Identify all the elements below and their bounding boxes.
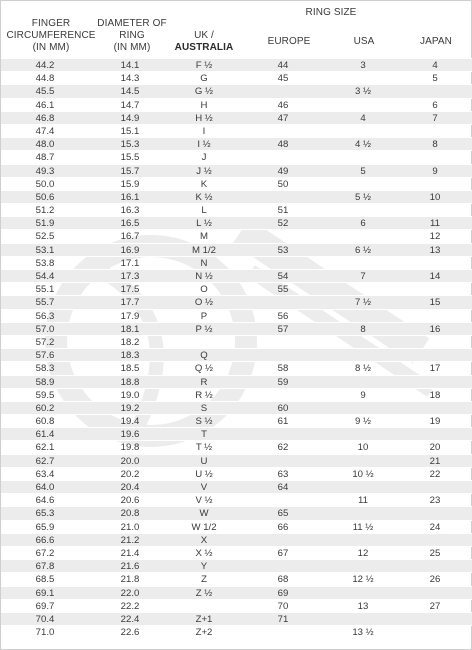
- usa-size-cell: 9 ½: [354, 416, 371, 428]
- table-row: [1, 625, 472, 638]
- usa-header: USA: [353, 36, 375, 47]
- diameter-cell: 18.8: [120, 376, 140, 388]
- table-body: [1, 58, 472, 638]
- uk-size-cell: W 1/2: [191, 521, 217, 533]
- uk-size-cell: Y: [200, 561, 208, 573]
- circumference-cell: 50.0: [35, 178, 55, 190]
- uk-size-cell: X: [200, 534, 208, 546]
- europe-size-cell: 53: [277, 244, 289, 256]
- europe-size-cell: 69: [277, 587, 289, 599]
- europe-size-cell: 67: [277, 547, 289, 559]
- usa-size-cell: 8 ½: [354, 363, 371, 375]
- diameter-cell: 17.7: [120, 297, 140, 309]
- uk-size-cell: U ½: [195, 468, 213, 480]
- diameter-cell: 14.1: [120, 60, 140, 71]
- uk-size-cell: O ½: [194, 297, 214, 309]
- table-row: [1, 506, 472, 519]
- table-row: [1, 137, 472, 150]
- uk-size-cell: K ½: [195, 191, 213, 203]
- usa-size-cell: 10: [357, 442, 369, 454]
- circumference-cell: 67.2: [35, 547, 55, 559]
- uk-size-cell: R ½: [195, 389, 213, 401]
- japan-header: JAPAN: [420, 36, 452, 47]
- diameter-cell: 16.5: [120, 218, 140, 230]
- uk-size-cell: N ½: [195, 271, 213, 282]
- table-row: [1, 480, 472, 493]
- uk-size-cell: Z+2: [195, 627, 213, 639]
- usa-size-cell: 6: [360, 218, 366, 230]
- usa-size-cell: 13: [357, 600, 369, 612]
- europe-size-cell: 68: [277, 574, 289, 586]
- circumference-cell: 67.8: [35, 561, 55, 573]
- uk-size-cell: M: [200, 231, 208, 243]
- japan-size-cell: 4: [432, 60, 438, 71]
- usa-size-cell: 11 ½: [352, 521, 374, 533]
- uk-size-cell: O: [200, 284, 208, 296]
- diameter-cell: 22.4: [120, 613, 140, 625]
- table-row: [1, 467, 472, 480]
- circumference-cell: 55.7: [35, 297, 55, 309]
- europe-size-cell: 50: [277, 178, 289, 190]
- circumference-cell: 55.1: [35, 284, 55, 296]
- uk-size-cell: M 1/2: [192, 244, 216, 256]
- table-row: [1, 243, 472, 256]
- japan-size-cell: 13: [429, 244, 441, 256]
- japan-size-cell: 19: [429, 416, 441, 428]
- diameter-cell: 18.5: [120, 363, 140, 375]
- uk-size-cell: T ½: [195, 442, 213, 454]
- usa-size-cell: 3: [360, 60, 366, 71]
- usa-size-cell: 13 ½: [352, 627, 374, 639]
- uk-size-cell: X ½: [195, 547, 213, 559]
- diameter-cell: 17.5: [120, 284, 140, 296]
- usa-size-cell: 12 ½: [352, 574, 374, 586]
- usa-size-cell: 5 ½: [354, 191, 371, 203]
- finger-circumference-header: FINGER CIRCUMFERENCE (IN MM): [6, 18, 96, 53]
- circumference-cell: 47.4: [35, 125, 55, 137]
- europe-size-cell: 59: [277, 376, 289, 388]
- diameter-cell: 20.2: [120, 468, 140, 480]
- diameter-cell: 14.5: [120, 86, 140, 98]
- diameter-cell: 16.7: [120, 231, 140, 243]
- table-header: [1, 1, 472, 55]
- europe-size-cell: 45: [277, 73, 289, 85]
- table-row: [1, 612, 472, 625]
- uk-size-cell: S: [200, 402, 208, 414]
- diameter-cell: 19.6: [120, 429, 140, 441]
- circumference-cell: 48.0: [35, 139, 55, 151]
- europe-size-cell: 51: [277, 205, 289, 217]
- table-row: [1, 361, 472, 374]
- japan-size-cell: 24: [429, 521, 441, 533]
- table-row: [1, 84, 472, 97]
- diameter-cell: 20.0: [120, 455, 140, 467]
- uk-size-cell: H ½: [195, 112, 213, 124]
- diameter-cell: 19.2: [120, 402, 140, 414]
- uk-size-cell: N: [200, 257, 208, 269]
- europe-size-cell: 52: [277, 218, 289, 230]
- table-row: [1, 190, 472, 203]
- diameter-cell: 22.0: [120, 587, 140, 599]
- circumference-cell: 45.5: [35, 86, 55, 98]
- circumference-cell: 71.0: [35, 627, 55, 639]
- japan-size-cell: 17: [429, 363, 441, 375]
- europe-size-cell: 54: [277, 271, 289, 282]
- uk-size-cell: L ½: [196, 218, 212, 230]
- japan-size-cell: 7: [432, 112, 438, 124]
- usa-size-cell: 7: [360, 271, 366, 282]
- japan-size-cell: 25: [429, 547, 441, 559]
- table-row: [1, 586, 472, 599]
- table-row: [1, 164, 472, 177]
- uk-size-cell: V: [200, 482, 208, 493]
- circumference-cell: 50.6: [35, 191, 55, 203]
- circumference-cell: 64.6: [35, 495, 55, 507]
- japan-size-cell: 9: [432, 165, 438, 177]
- uk-size-cell: Q ½: [194, 363, 214, 375]
- japan-size-cell: 11: [430, 218, 440, 230]
- europe-size-cell: 58: [277, 363, 289, 375]
- usa-size-cell: 9: [360, 389, 366, 401]
- japan-size-cell: 8: [432, 139, 438, 151]
- circumference-cell: 51.2: [35, 205, 55, 217]
- circumference-cell: 61.4: [35, 429, 55, 441]
- uk-size-cell: J ½: [196, 165, 212, 177]
- europe-size-cell: 70: [277, 600, 289, 612]
- diameter-cell: 21.6: [120, 561, 140, 573]
- diameter-cell: 22.6: [120, 627, 140, 639]
- uk-size-cell: Q: [200, 350, 208, 362]
- diameter-cell: 20.6: [120, 495, 140, 507]
- uk-size-cell: G ½: [194, 86, 214, 98]
- europe-size-cell: 56: [277, 310, 289, 322]
- uk-size-cell: W: [199, 508, 209, 520]
- japan-size-cell: 23: [429, 495, 441, 507]
- diameter-cell: 21.8: [120, 574, 140, 586]
- japan-size-cell: 18: [429, 389, 441, 401]
- europe-size-cell: 48: [277, 139, 289, 151]
- table-row: [1, 427, 472, 440]
- diameter-cell: 22.2: [120, 600, 140, 612]
- europe-size-cell: 47: [277, 112, 289, 124]
- japan-size-cell: 6: [432, 99, 438, 111]
- circumference-cell: 46.8: [35, 112, 55, 124]
- table-row: [1, 203, 472, 216]
- usa-size-cell: 3 ½: [354, 86, 371, 98]
- uk-size-cell: H: [200, 99, 208, 111]
- usa-size-cell: 8: [360, 323, 366, 335]
- circumference-cell: 68.5: [35, 574, 55, 586]
- usa-size-cell: 6 ½: [354, 244, 371, 256]
- diameter-cell: 17.1: [120, 257, 140, 269]
- table-row: [1, 454, 472, 467]
- japan-size-cell: 22: [429, 468, 441, 480]
- table-row: [1, 269, 472, 282]
- circumference-cell: 70.4: [35, 613, 55, 625]
- usa-size-cell: 4: [360, 112, 366, 124]
- uk-size-cell: P ½: [195, 323, 213, 335]
- europe-size-cell: 44: [277, 60, 289, 71]
- table-row: [1, 348, 472, 361]
- japan-size-cell: 10: [429, 191, 441, 203]
- usa-size-cell: 5: [360, 165, 366, 177]
- table-row: [1, 440, 472, 453]
- europe-header: EUROPE: [267, 36, 311, 47]
- circumference-cell: 63.4: [35, 468, 55, 480]
- diameter-header: DIAMETER OF RING (IN MM): [97, 18, 167, 53]
- circumference-cell: 58.3: [35, 363, 55, 375]
- diameter-cell: 17.9: [120, 310, 140, 322]
- circumference-cell: 48.7: [35, 152, 55, 164]
- table-row: [1, 388, 472, 401]
- diameter-cell: 15.1: [120, 125, 140, 137]
- japan-size-cell: 16: [429, 323, 441, 335]
- diameter-cell: 14.3: [120, 73, 140, 85]
- diameter-cell: 19.4: [120, 416, 140, 428]
- diameter-cell: 18.3: [120, 350, 140, 362]
- circumference-cell: 60.2: [35, 402, 55, 414]
- diameter-cell: 14.9: [120, 112, 140, 124]
- diameter-cell: 18.2: [120, 336, 140, 348]
- table-row: [1, 177, 472, 190]
- table-row: [1, 322, 472, 335]
- table-row: [1, 58, 472, 71]
- uk-size-cell: L: [201, 205, 207, 217]
- usa-size-cell: 12: [357, 547, 369, 559]
- europe-size-cell: 49: [277, 165, 289, 177]
- europe-size-cell: 66: [277, 521, 289, 533]
- table-row: [1, 295, 472, 308]
- circumference-cell: 46.1: [35, 99, 55, 111]
- uk-size-cell: G: [200, 73, 208, 85]
- diameter-cell: 17.3: [120, 271, 140, 282]
- europe-size-cell: 71: [277, 613, 289, 625]
- table-row: [1, 229, 472, 242]
- diameter-cell: 21.2: [120, 534, 140, 546]
- circumference-cell: 57.2: [35, 336, 55, 348]
- table-row: [1, 150, 472, 163]
- japan-size-cell: 27: [429, 600, 441, 612]
- diameter-cell: 14.7: [120, 99, 140, 111]
- uk-size-cell: I ½: [197, 139, 211, 151]
- europe-size-cell: 64: [277, 482, 289, 493]
- diameter-cell: 19.8: [120, 442, 140, 454]
- circumference-cell: 49.3: [35, 165, 55, 177]
- diameter-cell: 15.9: [120, 178, 140, 190]
- table-row: [1, 71, 472, 84]
- circumference-cell: 69.1: [35, 587, 55, 599]
- japan-size-cell: 14: [429, 271, 441, 282]
- table-row: [1, 309, 472, 322]
- circumference-cell: 58.9: [35, 376, 55, 388]
- uk-size-cell: P: [200, 310, 208, 322]
- uk-size-cell: Z: [201, 574, 207, 586]
- circumference-cell: 44.2: [35, 60, 55, 71]
- circumference-cell: 57.0: [35, 323, 55, 335]
- diameter-cell: 21.4: [120, 547, 140, 559]
- europe-size-cell: 55: [277, 284, 289, 296]
- table-row: [1, 216, 472, 229]
- japan-size-cell: 26: [429, 574, 441, 586]
- circumference-cell: 69.7: [35, 600, 55, 612]
- diameter-cell: 16.3: [120, 205, 140, 217]
- uk-australia-header: UK / AUSTRALIA: [174, 30, 234, 53]
- japan-size-cell: 12: [429, 231, 441, 243]
- circumference-cell: 44.8: [35, 73, 55, 85]
- japan-size-cell: 20: [429, 442, 441, 454]
- japan-size-cell: 21: [429, 455, 441, 467]
- usa-size-cell: 4 ½: [354, 139, 371, 151]
- table-row: [1, 546, 472, 559]
- uk-size-cell: V ½: [195, 495, 213, 507]
- table-row: [1, 256, 472, 269]
- uk-size-cell: R: [200, 376, 208, 388]
- uk-size-cell: I: [202, 125, 206, 137]
- circumference-cell: 60.8: [35, 416, 55, 428]
- europe-size-cell: 57: [277, 323, 289, 335]
- diameter-cell: 20.4: [120, 482, 140, 493]
- ring-size-heading: RING SIZE: [305, 7, 357, 18]
- circumference-cell: 59.5: [35, 389, 55, 401]
- uk-size-cell: F ½: [195, 60, 213, 71]
- uk-size-cell: K: [200, 178, 208, 190]
- uk-size-cell: T: [201, 429, 207, 441]
- table-row: [1, 375, 472, 388]
- uk-size-cell: Z+1: [195, 613, 213, 625]
- diameter-cell: 16.1: [120, 191, 140, 203]
- table-row: [1, 572, 472, 585]
- table-row: [1, 111, 472, 124]
- table-row: [1, 559, 472, 572]
- europe-size-cell: 62: [277, 442, 289, 454]
- circumference-cell: 54.4: [35, 271, 55, 282]
- diameter-cell: 20.8: [120, 508, 140, 520]
- circumference-cell: 64.0: [35, 482, 55, 493]
- circumference-cell: 53.8: [35, 257, 55, 269]
- uk-size-cell: Z ½: [195, 587, 213, 599]
- table-row: [1, 282, 472, 295]
- table-row: [1, 335, 472, 348]
- uk-size-cell: J: [201, 152, 207, 164]
- circumference-cell: 56.3: [35, 310, 55, 322]
- circumference-cell: 65.3: [35, 508, 55, 520]
- table-row: [1, 520, 472, 533]
- circumference-cell: 53.1: [35, 244, 55, 256]
- table-row: [1, 533, 472, 546]
- circumference-cell: 51.9: [35, 218, 55, 230]
- circumference-cell: 62.1: [35, 442, 55, 454]
- diameter-cell: 19.0: [120, 389, 140, 401]
- japan-size-cell: 15: [429, 297, 441, 309]
- circumference-cell: 57.6: [35, 350, 55, 362]
- usa-size-cell: 11: [358, 495, 368, 507]
- circumference-cell: 52.5: [35, 231, 55, 243]
- diameter-cell: 21.0: [120, 521, 140, 533]
- table-row: [1, 414, 472, 427]
- europe-size-cell: 61: [277, 416, 289, 428]
- table-row: [1, 124, 472, 137]
- usa-size-cell: 10 ½: [352, 468, 374, 480]
- europe-size-cell: 60: [277, 402, 289, 414]
- uk-size-cell: S ½: [195, 416, 213, 428]
- table-row: [1, 599, 472, 612]
- table-row: [1, 98, 472, 111]
- diameter-cell: 18.1: [120, 323, 140, 335]
- circumference-cell: 62.7: [35, 455, 55, 467]
- table-row: [1, 401, 472, 414]
- japan-size-cell: 5: [432, 73, 438, 85]
- usa-size-cell: 7 ½: [354, 297, 371, 309]
- table-row: [1, 493, 472, 506]
- diameter-cell: 15.3: [120, 139, 140, 151]
- europe-size-cell: 63: [277, 468, 289, 480]
- europe-size-cell: 46: [277, 99, 289, 111]
- europe-size-cell: 65: [277, 508, 289, 520]
- diameter-cell: 16.9: [120, 244, 140, 256]
- diameter-cell: 15.7: [120, 165, 140, 177]
- circumference-cell: 65.9: [35, 521, 55, 533]
- circumference-cell: 66.6: [35, 534, 55, 546]
- diameter-cell: 15.5: [120, 152, 140, 164]
- uk-size-cell: U: [200, 455, 208, 467]
